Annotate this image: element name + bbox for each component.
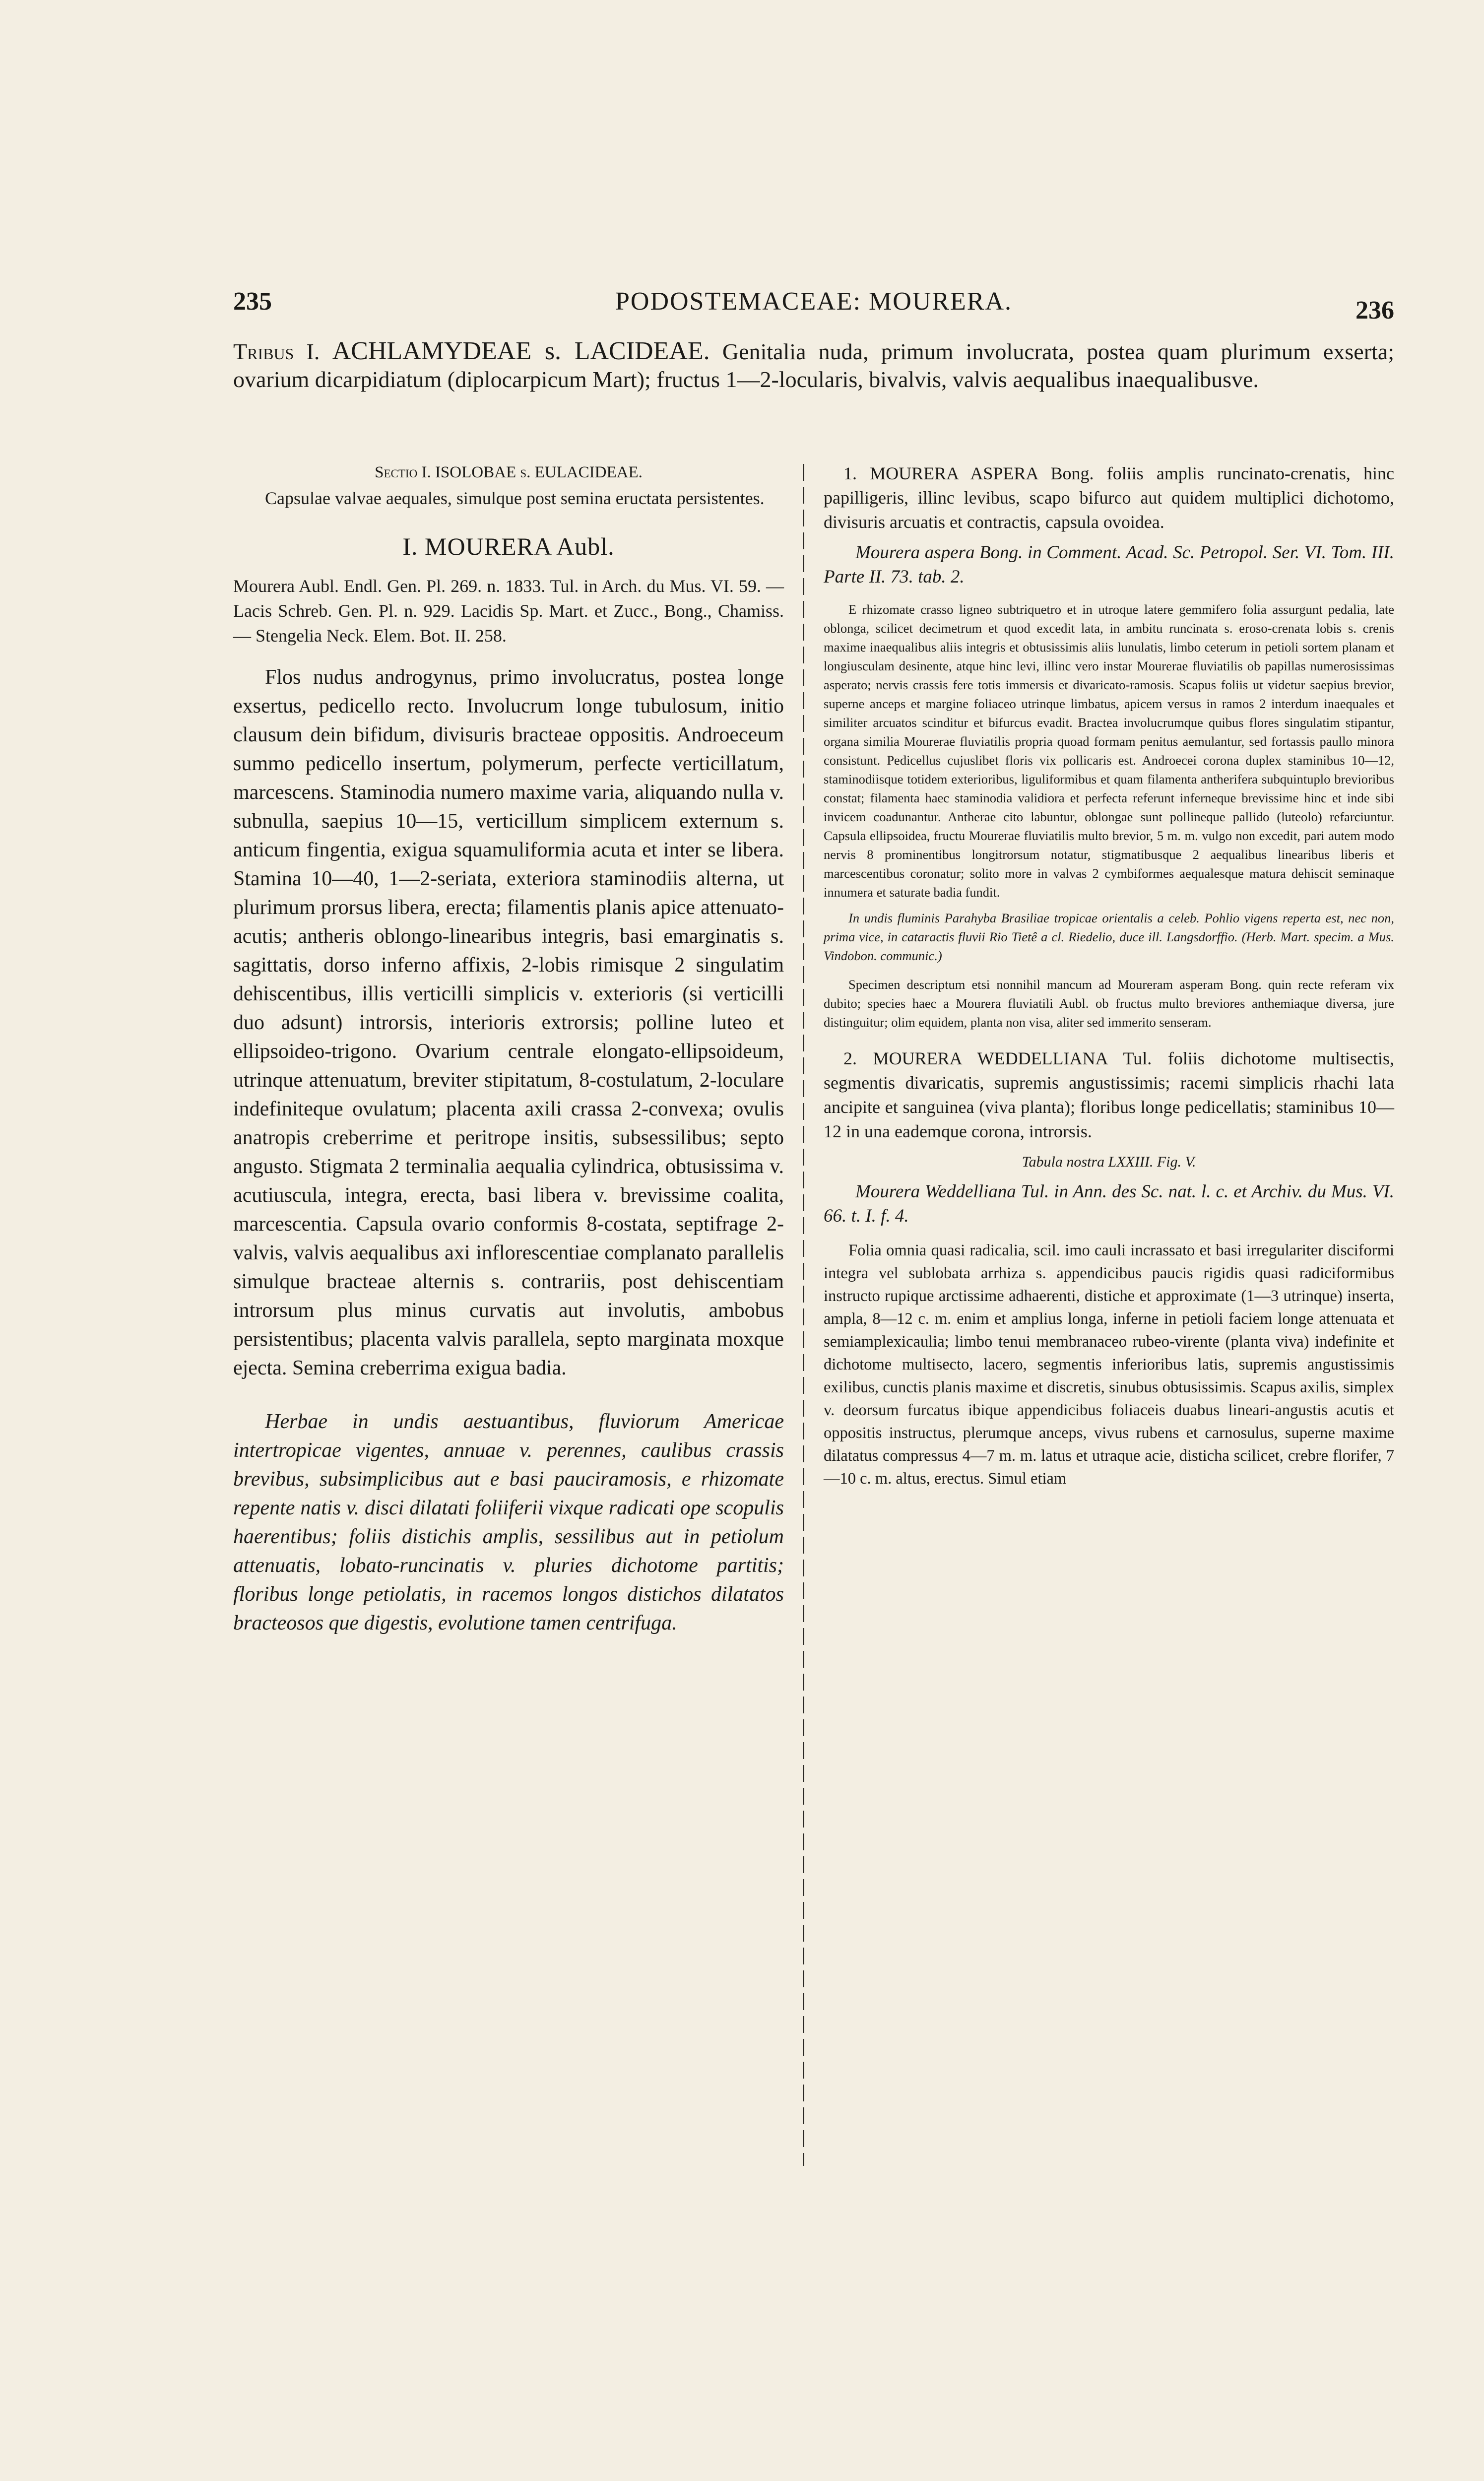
habitat-paragraph: Herbae in undis aestuantibus, fluviorum Americae intertropicae vigentes, annuae v. perennes, caulibus crassis brevibus, subsimplicibus aut e basi pauciramosis, e rhizomate repente natis v. disci dilatati foliiferii vixque radicati ope scopulis haerentibus; foliis distichis amplis, sessilibus aut in petiolum attenuatis, lobato-runcinatis v. pluries dichotome partitis; floribus longe petiolatis, in racemos longos distichos dilatatos bracteosos que digestis, evolutione tamen centrifuga. (233, 1410, 784, 1634)
genus-heading: I. MOURERA Aubl. (402, 532, 615, 560)
species-2-reference: Mourera Weddelliana Tul. in Ann. des Sc. nat. l. c. et Archiv. du Mus. VI. 66. t. I. f. 4. (824, 1181, 1394, 1226)
species-2-plate: Tabula nostra LXXIII. Fig. V. (1022, 1154, 1196, 1170)
sectio-heading: Sectio I. ISOLOBAE s. EULACIDEAE. (375, 463, 643, 481)
species-2-heading: 2. MOURERA WEDDELLIANA Tul. foliis dichotome multisectis, segmentis divaricatis, supremis angustissimis; racemi simplicis rhachi lata ancipite et sanguinea (viva planta); floribus longe pedicellatis; staminibus 10—12 in una eademque corona, introrsis. (824, 1048, 1394, 1141)
tribus-name: ACHLAMYDEAE s. LACIDEAE. (332, 337, 710, 365)
genus-description: Flos nudus androgynus, primo involucratus, postea longe exsertus, pedicello recto. Involucrum longe tubulosum, initio clausum dein bifidum, divisuris bracteae oppositis. Androeceum summo pedicello insertum, polymerum, perfecte verticillatum, marcescens. Staminodia numero maxime varia, aliquando nulla v. subnulla, saepius 10—15, verticillum simplicem externum s. anticum fingentia, exigua squamuliformia acuta et inter se libera. Stamina 10—40, 1—2-seriata, exteriora staminodiis alterna, ut plurimum prorsus libera, erecta; filamentis planis apice attenuato-acutis; antheris oblongo-linearibus integris, basi emarginatis s. sagittatis, dorso inferno affixis, 2-lobis rimisque 2 singulatim dehiscentibus, illis verticilli simplicis v. exterioris (si verticilli duo adsunt) introrsis, interioris extrorsis; polline luteo et ellipsoideo-trigono. Ovarium centrale elongato-ellipsoideum, utrinque attenuatum, breviter stipitatum, 8-costulatum, 2-loculare indefiniteque ovulatum; placenta axili crassa 2-convexa; ovulis anatropis creberrime et peritrope insitis, subsessilibus; septo angusto. Stigmata 2 terminalia aequalia cylindrica, obtusissima v. acutiuscula, integra, erecta, basi libera v. brevissime coalita, marcescentia. Capsula ovario conformis 8-costata, septifrage 2-valvis, valvis aequalibus axi inflorescentiae complanato parallelis simulque bracteae alternis s. contrariis, post dehiscentiam introrsum plus minus curvatis aut involutis, ambobus persistentibus; placenta valvis parallela, septo marginata moxque ejecta. Semina creberrima exigua badia. (233, 666, 784, 1379)
page-number-left: 235 (233, 287, 272, 316)
right-column (824, 461, 1394, 1490)
page-number-right: 236 (1355, 296, 1394, 325)
column-divider (803, 464, 804, 2166)
synonymy: Mourera Aubl. Endl. Gen. Pl. 269. n. 1833. Tul. in Arch. du Mus. VI. 59. — Lacis Schreb. Gen. Pl. n. 929. Lacidis Sp. Mart. et Zucc., Bong., Chamiss. — Stengelia Neck. Elem. Bot. II. 258. (233, 576, 784, 646)
species-1-note: Specimen descriptum etsi nonnihil mancum ad Moureram asperam Bong. quin recte referam vix dubito; species haec a Mourera fluviatili Aubl. ob fructus multo breviores anthemiaque diversa, jure distinguitur; olim equidem, planta non visa, aliter sed immerito senseram. (824, 977, 1394, 1030)
running-head (233, 287, 1394, 326)
tribus-label: Tribus I. (233, 339, 320, 364)
left-column (233, 461, 784, 1637)
species-1-heading: 1. MOURERA ASPERA Bong. foliis amplis runcinato-crenatis, hinc papilligeris, illinc levibus, scapo bifurco aut quidem multiplici dichotomo, divisuris arcuatis et contractis, capsula ovoidea. (824, 463, 1394, 532)
species-1-description: E rhizomate crasso ligneo subtriquetro et in utroque latere gemmifero folia assurgunt pedalia, late oblonga, scilicet decimetrum et quod excedit lata, in ambitu runcinata s. eroso-crenata lobis s. crenis maxime inaequalibus aliis integris et obtusissimis aliis lunulatis, limbo ceterum in petioli sortem planam et longiusculam desinente, atque hinc levi, illinc vero instar Mourerae fluviatilis ob papillas numerosissimas asperato; nervis crassis fere totis immersis et divaricato-ramosis. Scapus foliis ut videtur saepius brevior, superne anceps et margine foliaceo utrinque limbatus, apicem versus in ramos 2 interdum inaequales et similiter arcuatos scinditur et bifurcus evadit. Bractea involucrumque quibus flores singulatim stipantur, organa similia Mourerae fluviatilis propria quoad formam penitus aemulantur, sed fortassis paullo minora consistunt. Pedicellus cujuslibet floris vix pollicaris est. Androecei corona duplex staminibus 10—12, staminodiisque totidem exterioribus, liguliformibus et quam filamenta antherifera subquintuplo brevioribus constat; filamenta haec staminodia validiora et perfecta referunt inferneque brevissime hinc et inde sibi invicem coadunantur. Antherae cito labuntur, oblongae sunt pollineque pallido (luteolo) refarciuntur. Capsula ellipsoidea, fructu Mourerae fluviatilis multo brevior, 5 m. m. vulgo non excedit, pari autem modo nervis 8 prominentibus longitrorsum notatur, stigmatibusque 2 aequalibus linearibus liberis et marcescentibus coronatur; solito more in valvas 2 cymbiformes aequalesque matura dehiscit seminaque innumera et saturate badia fundit. (824, 602, 1394, 900)
tribus-paragraph (233, 337, 1394, 393)
tribus-text: Genitalia nuda, primum involucrata, postea quam plurimum exserta; ovarium dicarpidiatum (diplocarpicum Mart); fructus 1—2-locularis, bivalvis, valvis aequalibus inaequalibusve. (233, 339, 1395, 392)
species-1-reference: Mourera aspera Bong. in Comment. Acad. Sc. Petropol. Ser. VI. Tom. III. Parte II. 73. tab. 2. (824, 542, 1394, 587)
species-2-description: Folia omnia quasi radicalia, scil. imo cauli incrassato et basi irregulariter disciformi integra vel sublobata arrhiza s. appendicibus paucis rigidis quasi radiciformibus instructo rupique arctissime adhaerenti, distiche et approximate (1—3 utrinque) inserta, ampla, 8—12 c. m. enim et amplius longa, inferne in petioli faciem longe attenuata et semiamplexicaulia; limbo tenui membranaceo rubeo-virente (planta viva) indefinite et dichotome multisecto, lacero, segmentis inferioribus latis, supremis angustissimis exilibus, cunctis planis maxime et discretis, sinubus obtusissimis. Scapus axilis, simplex v. deorsum furcatus ibique appendicibus foliaceis duabus lineari-angustis acutis et oppositis instructus, plerumque anceps, vivus rubens et carnosulus, superne maxime dilatatus compressus 4—7 m. m. latus et utraque acie, disticha scilicet, crebre florifer, 7—10 c. m. altus, erectus. Simul etiam (824, 1241, 1394, 1488)
capsulae-paragraph: Capsulae valvae aequales, simulque post semina eructata persistentes. (265, 488, 765, 508)
running-title: PODOSTEMACEAE: MOURERA. (615, 287, 1013, 316)
species-1-locality: In undis fluminis Parahyba Brasiliae tropicae orientalis a celeb. Pohlio vigens reperta est, nec non, prima vice, in cataractis fluvii Rio Tietê a cl. Riedelio, duce ill. Langsdorffio. (Herb. Mart. specim. a Mus. Vindobon. communic.) (824, 911, 1394, 963)
